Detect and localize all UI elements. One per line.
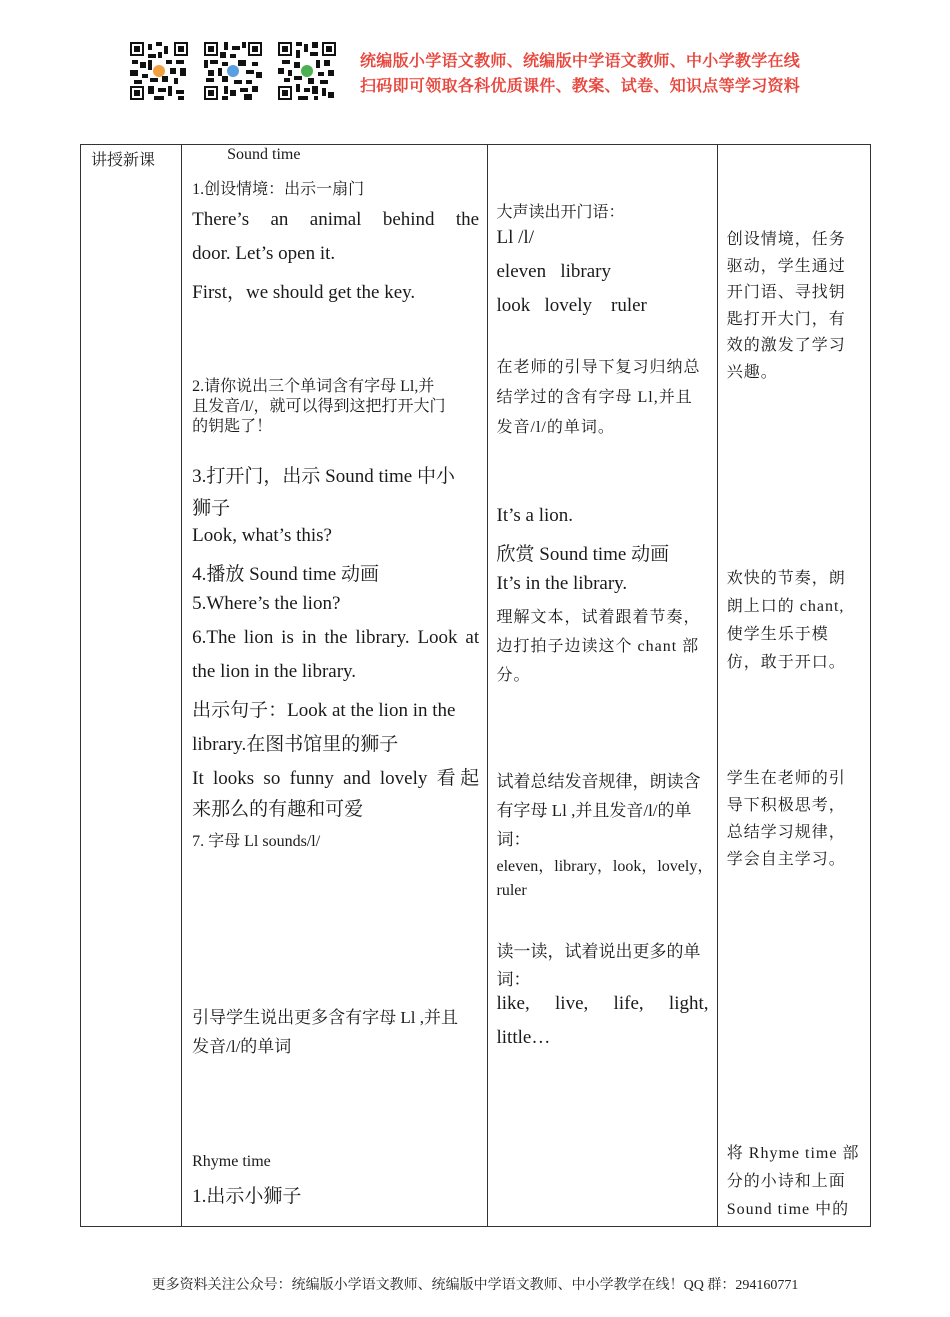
ll-sound: Ll /l/	[496, 227, 534, 248]
summarize-words1: eleven，library，look，lovely，	[496, 858, 714, 875]
sound-time-heading: Sound time	[227, 146, 301, 163]
summarize-words2: ruler	[496, 882, 527, 899]
more-words-line2: little…	[496, 1027, 551, 1048]
guide-line1: 引导学生说出更多含有字母 Ll ,并且	[192, 1008, 458, 1027]
qr-code-1-graphic	[130, 42, 188, 100]
step2-line1: 2.请你说出三个单词含有字母 Ll,并	[192, 378, 435, 395]
words-line2: look lovely ruler	[496, 295, 647, 316]
words-line1: eleven library	[496, 261, 611, 282]
qr-code-2-graphic	[204, 42, 262, 100]
banner-line-1: 统编版小学语文教师、统编版中学语文教师、中小学教学在线	[360, 51, 801, 70]
teacher-process-cell	[182, 145, 487, 1227]
step2-line2: 且发音/l/，就可以得到这把打开大门	[192, 398, 446, 415]
intent-2: 欢快的节奏，朗朗上口的 chant,使学生乐于模仿，敢于开口。	[726, 570, 846, 671]
step6-line1: 6.The lion is in the library. Look at	[192, 627, 480, 648]
step1-line2: door. Let’s open it.	[192, 243, 336, 264]
summarize-line1: 试着总结发音规律，朗读含	[496, 772, 701, 791]
step6-line2: the lion in the library.	[192, 661, 357, 682]
funny-line1: It looks so funny and lovely 看起	[192, 768, 480, 789]
design-intent-cell	[717, 145, 870, 1227]
intent-1: 创设情境，任务驱动，学生通过开门语、寻找钥匙打开大门，有效的激发了学习兴趣。	[726, 231, 846, 381]
watch-animation: 欣赏 Sound time 动画	[496, 544, 670, 565]
step7: 7. 字母 Ll sounds/l/	[192, 833, 321, 850]
step1-label: 1.创设情境：出示一扇门	[192, 181, 365, 198]
rhyme-step1: 1.出示小狮子	[192, 1186, 302, 1207]
intent-4: 将 Rhyme time 部分的小诗和上面 Sound time 中的	[726, 1145, 860, 1218]
show-sentence-line2: library.在图书馆里的狮子	[192, 734, 399, 755]
step2-line3: 的钥匙了！	[192, 418, 273, 435]
more-words-line1: like, live, life, light,	[496, 993, 709, 1014]
library-line: It’s in the library.	[496, 573, 628, 594]
rhyme-time-heading: Rhyme time	[192, 1153, 271, 1170]
step1-line1: There’s an animal behind the	[192, 209, 480, 230]
show-sentence-line1: 出示句子：Look at the lion in the	[192, 700, 456, 721]
read-more-line2: 词：	[496, 970, 531, 989]
qr-code-3-graphic	[278, 42, 336, 100]
lion-line: It’s a lion.	[496, 505, 574, 526]
qr-code-3	[278, 42, 336, 100]
banner-line-2: 扫码即可领取各科优质课件、教案、试卷、知识点等学习资料	[360, 76, 801, 95]
step3-line1: 3.打开门，出示 Sound time 中小	[192, 466, 455, 487]
footer-note: 更多资料关注公众号：统编版小学语文教师、统编版中学语文教师、中小学教学在线！QQ 群：294160771	[151, 1278, 799, 1293]
step3-line2: 狮子	[192, 498, 231, 519]
chant-text: 理解文本，试着跟着节奏，边打拍子边读这个 chant 部分。	[496, 609, 701, 684]
step4: 4.播放 Sound time 动画	[192, 564, 379, 585]
step1-line3: First，we should get the key.	[192, 282, 416, 303]
funny-line2: 来那么的有趣和可爱	[192, 799, 364, 820]
read-aloud-label: 大声读出开门语：	[496, 204, 625, 221]
stage-cell	[81, 145, 182, 1227]
student-activity-cell	[487, 145, 717, 1227]
summarize-line2: 有字母 Ll ,并且发音/l/的单	[496, 801, 692, 820]
review-text: 在老师的引导下复习归纳总结学过的含有字母 Ll,并且发音/l/的单词。	[496, 359, 701, 436]
intent-3: 学生在老师的引导下积极思考，总结学习规律，学会自主学习。	[726, 770, 846, 868]
header-banner	[360, 48, 800, 98]
guide-line2: 发音/l/的单词	[192, 1037, 292, 1056]
lesson-plan-table	[80, 144, 871, 1227]
step5: 5.Where’s the lion?	[192, 593, 341, 614]
qr-code-2	[204, 42, 262, 100]
qr-code-1	[130, 42, 188, 100]
summarize-line3: 词：	[496, 830, 531, 849]
stage-label: 讲授新课	[91, 152, 156, 169]
step3-question: Look, what’s this?	[192, 525, 332, 546]
read-more-line1: 读一读，试着说出更多的单	[496, 942, 701, 961]
